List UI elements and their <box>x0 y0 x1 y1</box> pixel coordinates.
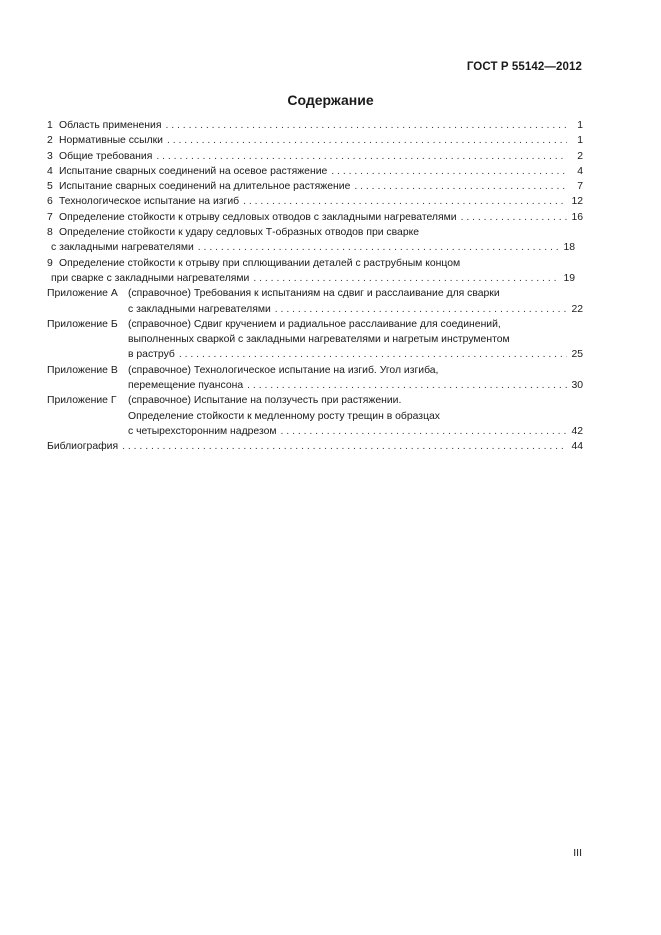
leader-dots <box>167 133 567 148</box>
appendix-title: (справочное) Сдвиг кручением и радиальное расслаивание для соединений, <box>128 318 501 330</box>
toc-entry[interactable] <box>47 149 583 164</box>
document-id: ГОСТ Р 55142—2012 <box>466 61 582 73</box>
appendix-title: (справочное) Технологическое испытание на изгиб. Угол изгиба, <box>128 364 439 376</box>
toc-appendix-entry[interactable] <box>47 363 583 394</box>
appendix-label: Приложение Г <box>47 395 117 407</box>
toc-entry-page: 7 <box>577 181 583 193</box>
appendix-label: Приложение А <box>47 288 118 300</box>
table-of-contents <box>47 118 583 455</box>
toc-entry[interactable] <box>47 179 583 194</box>
toc-entry-page: 4 <box>577 165 583 177</box>
toc-entry[interactable] <box>47 118 583 133</box>
page-folio: III <box>573 847 582 859</box>
toc-entry-number: 2 <box>47 135 53 147</box>
leader-dots <box>179 347 567 362</box>
leader-dots <box>198 240 559 255</box>
toc-entry-number: 6 <box>47 196 53 208</box>
toc-entry-page: 18 <box>563 242 575 254</box>
toc-entry[interactable] <box>47 194 583 209</box>
toc-appendix-entry[interactable] <box>47 317 583 363</box>
toc-entry-number: 5 <box>47 181 53 193</box>
toc-entry-number: 7 <box>47 211 53 223</box>
toc-entry-page: 2 <box>577 150 583 162</box>
toc-entry-title-continued: с закладными нагревателями <box>51 242 194 254</box>
toc-entry-title: Область применения <box>59 120 162 131</box>
toc-entry-title: Технологическое испытание на изгиб <box>59 196 240 208</box>
appendix-page: 22 <box>571 303 583 315</box>
toc-entry-title: Общие требования <box>59 150 153 162</box>
appendix-title: (справочное) Испытание на ползучесть при растяжении. <box>128 395 402 407</box>
leader-dots <box>165 118 567 133</box>
toc-entry-title: Определение стойкости к отрыву седловых отводов с закладными нагревателями <box>59 211 457 223</box>
toc-entry-number: 1 <box>47 120 53 131</box>
toc-entry-page: 19 <box>563 272 575 284</box>
toc-entry-page: 16 <box>571 211 583 223</box>
appendix-title-continued: с закладными нагревателями <box>128 303 271 315</box>
toc-entry-number: 4 <box>47 165 53 177</box>
leader-dots <box>281 424 567 439</box>
appendix-label: Приложение Б <box>47 318 118 330</box>
toc-entry-page: 1 <box>577 135 583 147</box>
toc-entry-title: Испытание сварных соединений на длительное растяжение <box>59 181 351 193</box>
toc-entry-number: 8 <box>47 227 53 239</box>
leader-dots <box>247 378 567 393</box>
leader-dots <box>275 302 567 317</box>
appendix-title-continued: в раструб <box>128 349 175 361</box>
appendix-title: (справочное) Требования к испытаниям на сдвиг и расслаивание для сварки <box>128 288 500 300</box>
leader-dots <box>122 439 567 454</box>
leader-dots <box>331 164 567 179</box>
leader-dots <box>461 210 567 225</box>
toc-entry[interactable] <box>47 256 583 287</box>
toc-entry-number: 3 <box>47 150 53 162</box>
toc-entry[interactable] <box>47 225 583 256</box>
appendix-page: 25 <box>571 349 583 361</box>
leader-dots <box>253 271 559 286</box>
toc-entry-title: Определение стойкости к отрыву при сплющивании деталей с раструбным концом <box>59 257 461 269</box>
leader-dots <box>243 194 567 209</box>
appendix-page: 30 <box>571 380 583 392</box>
leader-dots <box>156 149 567 164</box>
toc-entry[interactable] <box>47 164 583 179</box>
bibliography-label: Библиография <box>47 441 119 453</box>
toc-entry[interactable] <box>47 210 583 225</box>
leader-dots <box>354 179 567 194</box>
appendix-page: 42 <box>571 425 583 437</box>
toc-entry-title: Нормативные ссылки <box>59 135 163 147</box>
toc-entry-title-continued: при сварке с закладными нагревателями <box>51 272 250 284</box>
toc-entry-title: Определение стойкости к удару седловых Т-образных отводов при сварке <box>59 227 420 239</box>
toc-entry-page: 1 <box>577 120 583 131</box>
appendix-title-continued: Определение стойкости к медленному росту трещин в образцах <box>128 410 440 422</box>
toc-entry[interactable] <box>47 133 583 148</box>
appendix-title-continued: с четырехсторонним надрезом <box>128 425 277 437</box>
toc-appendix-entry[interactable] <box>47 286 583 317</box>
appendix-label: Приложение В <box>47 364 118 376</box>
toc-bibliography-entry[interactable] <box>47 439 583 454</box>
toc-entry-number: 9 <box>47 257 53 269</box>
toc-entry-page: 12 <box>571 196 583 208</box>
appendix-title-continued: перемещение пуансона <box>128 380 244 392</box>
toc-appendix-entry[interactable] <box>47 393 583 439</box>
toc-title: Содержание <box>287 92 374 108</box>
toc-entry-title: Испытание сварных соединений на осевое растяжение <box>59 165 328 177</box>
bibliography-page: 44 <box>571 441 583 453</box>
appendix-title-continued: выполненных сваркой с закладными нагревателями и нагретым инструментом <box>128 334 510 346</box>
